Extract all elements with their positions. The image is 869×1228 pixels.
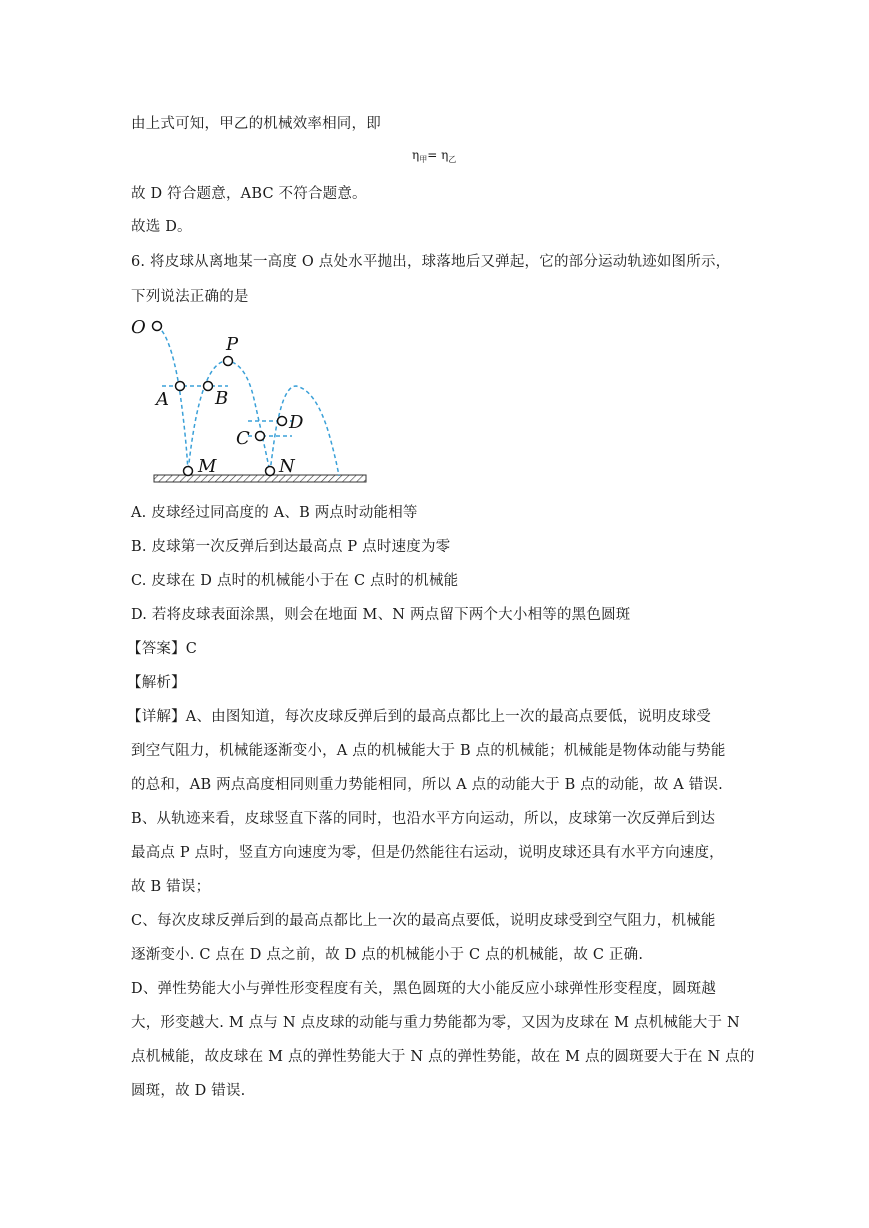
eta-subscript-jia: 甲: [419, 155, 428, 164]
eta-symbol: η: [412, 148, 420, 162]
bouncing-ball-figure: [128, 314, 368, 490]
point-c: [256, 432, 265, 441]
detail-line-9: D、弹性势能大小与弹性形变程度有关，黑色圆斑的大小能反应小球弹性形变程度，圆斑越: [131, 981, 717, 997]
detail-line-3: 的总和，AB 两点高度相同则重力势能相同，所以 A 点的动能大于 B 点的动能，故 A 错误.: [131, 777, 723, 793]
point-d: [278, 417, 287, 426]
detail-line-2: 到空气阻力，机械能逐渐变小，A 点的机械能大于 B 点的机械能；机械能是物体动能与势能: [131, 743, 726, 759]
text-line-conclusion: 由上式可知，甲乙的机械效率相同，即: [131, 116, 381, 132]
detail-line-4: B、从轨迹来看，皮球竖直下落的同时，也沿水平方向运动，所以，皮球第一次反弹后到达: [131, 811, 716, 827]
label-d: D: [289, 412, 304, 433]
option-a: A. 皮球经过同高度的 A、B 两点时动能相等: [131, 505, 418, 521]
detail-line-7: C、每次皮球反弹后到的最高点都比上一次的最高点要低，说明皮球受到空气阻力，机械能: [131, 913, 716, 929]
option-c: C. 皮球在 D 点时的机械能小于在 C 点时的机械能: [131, 573, 459, 589]
eta-subscript-yi: 乙: [448, 155, 457, 164]
text-line-choose-d: 故选 D。: [131, 219, 192, 235]
efficiency-equation: [412, 148, 456, 165]
label-c: C: [236, 428, 250, 449]
trajectory-diagram: [128, 314, 368, 490]
point-n: [266, 467, 275, 476]
analysis-heading: 【解析】: [127, 675, 186, 691]
point-m: [184, 467, 193, 476]
label-o: O: [131, 317, 146, 338]
point-a: [176, 382, 185, 391]
label-p: P: [226, 334, 239, 355]
label-b: B: [215, 388, 229, 409]
label-a: A: [156, 389, 169, 410]
equals-eta: = η: [427, 148, 449, 162]
detail-line-8: 逐渐变小. C 点在 D 点之前，故 D 点的机械能小于 C 点的机械能，故 C 正确.: [131, 947, 644, 963]
answer-line: 【答案】C: [127, 641, 198, 657]
detail-line-5: 最高点 P 点时，竖直方向速度为零，但是仍然能往右运动，说明皮球还具有水平方向速度，: [131, 845, 724, 861]
label-n: N: [279, 456, 295, 477]
point-b: [204, 382, 213, 391]
detail-line-12: 圆斑，故 D 错误.: [131, 1083, 246, 1099]
question-6-line1: 6. 将皮球从离地某一高度 O 点处水平抛出，球落地后又弹起，它的部分运动轨迹如图所示，: [131, 254, 731, 270]
option-d: D. 若将皮球表面涂黑，则会在地面 M、N 两点留下两个大小相等的黑色圆斑: [131, 607, 631, 623]
point-o: [153, 322, 162, 331]
detail-line-1: 【详解】A、由图知道，每次皮球反弹后到的最高点都比上一次的最高点要低，说明皮球受: [127, 709, 711, 725]
label-m: M: [198, 456, 217, 477]
text-line-d-correct: 故 D 符合题意，ABC 不符合题意。: [131, 186, 367, 202]
detail-line-11: 点机械能，故皮球在 M 点的弹性势能大于 N 点的弹性势能，故在 M 点的圆斑要大于在 N 点的: [131, 1049, 755, 1065]
ground: [154, 475, 366, 482]
question-6-line2: 下列说法正确的是: [131, 289, 249, 305]
point-p: [224, 357, 233, 366]
option-b: B. 皮球第一次反弹后到达最高点 P 点时速度为零: [131, 539, 451, 555]
detail-line-10: 大，形变越大. M 点与 N 点皮球的动能与重力势能都为零，又因为皮球在 M 点机械能大于 N: [131, 1015, 740, 1031]
ball-trajectory: [157, 326, 339, 476]
detail-line-6: 故 B 错误；: [131, 879, 211, 895]
